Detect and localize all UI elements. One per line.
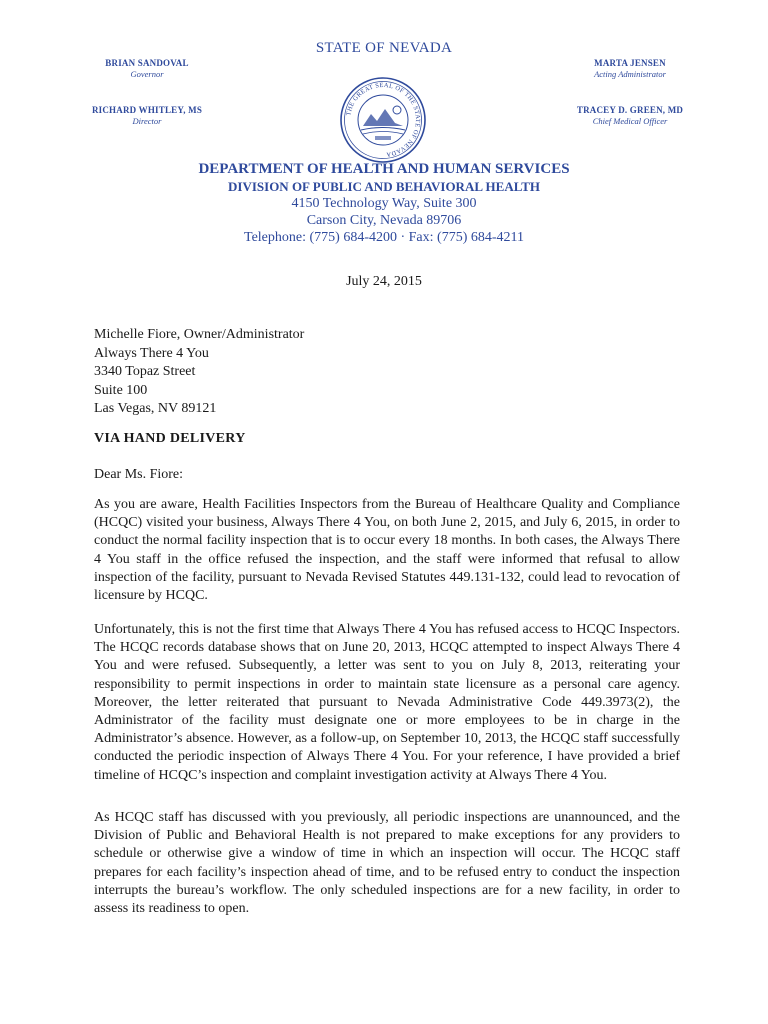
chief-medical-officer-block [555, 105, 705, 126]
director-block [72, 105, 222, 126]
recipient-line: 3340 Topaz Street [94, 364, 196, 379]
address-line-1: 4150 Technology Way, Suite 300 [291, 196, 477, 211]
seal-text: THE GREAT SEAL OF THE STATE OF NEVADA [345, 81, 422, 158]
chief-medical-officer-title: Chief Medical Officer [592, 116, 668, 126]
acting-administrator-name: MARTA JENSEN [594, 58, 666, 68]
director-title: Director [132, 116, 162, 126]
state-seal-icon [339, 76, 427, 164]
delivery-method: VIA HAND DELIVERY [94, 431, 246, 446]
body-paragraph-3: As HCQC staff has discussed with you previously, all periodic inspections are unannounced, and the Division of Public and Behavioral Health is not prepared to make exceptions for any providers to schedule or otherwise give a window of time in which an inspection will occur. The HCQC staff prepares for each facility’s inspection ahead of time, and to be refused entry to conduct the inspection interrupts the bureau’s workflow. The only scheduled inspections are for a new facility, in order to assess its readiness to open. [94, 810, 680, 917]
division-name: DIVISION OF PUBLIC AND BEHAVIORAL HEALTH [228, 179, 540, 194]
acting-administrator-title: Acting Administrator [594, 69, 666, 79]
phone-fax-line: Telephone: (775) 684-4200 · Fax: (775) 684-4211 [244, 230, 524, 245]
state-title: STATE OF NEVADA [315, 40, 453, 56]
acting-administrator-block [555, 58, 705, 79]
letter-date: July 24, 2015 [346, 274, 422, 289]
salutation: Dear Ms. Fiore: [94, 467, 184, 482]
director-name: RICHARD WHITLEY, MS [91, 105, 203, 115]
recipient-address [94, 326, 304, 419]
recipient-line: Always There 4 You [94, 345, 209, 361]
governor-block [72, 58, 222, 79]
governor-title: Governor [130, 69, 164, 79]
chief-medical-officer-name: TRACEY D. GREEN, MD [576, 105, 684, 115]
department-block [0, 161, 768, 246]
body-paragraph-2: Unfortunately, this is not the first time that Always There 4 You has refused access to HCQC Inspectors. The HCQC records database shows that on June 20, 2013, HCQC attempted to inspect Always There 4 You and were refused. Subsequently, a letter was sent to you on July 8, 2013, reiterating your responsibility to permit inspections in order to maintain state licensure as a personal care agency. Moreover, the letter reiterated that pursuant to Nevada Administrative Code 449.3973(2), the Administrator of the facility must designate one or more employees to be in charge in the Administrator’s absence. However, as a follow-up, on September 10, 2013, the HCQC staff successfully conducted the periodic inspection of Always There 4 You. For your reference, I have provided a brief timeline of HCQC’s inspection and complaint investigation activity at Always There 4 You. [94, 622, 680, 783]
recipient-line: Las Vegas, NV 89121 [94, 401, 217, 416]
department-name: DEPARTMENT OF HEALTH AND HUMAN SERVICES [198, 161, 570, 177]
governor-name: BRIAN SANDOVAL [105, 58, 189, 68]
recipient-line: Suite 100 [94, 382, 148, 398]
recipient-line: Michelle Fiore, Owner/Administrator [94, 327, 305, 342]
body-paragraph-1: As you are aware, Health Facilities Inspectors from the Bureau of Healthcare Quality and Compliance (HCQC) visited your business, Always There 4 You, on both June 2, 2015, and July 6, 2015, in order to conduct the normal facility inspection that is to occur every 18 months. In both cases, the Always There 4 You staff in the office refused the inspection, and the staff were informed that refusal to allow inspection of the facility, pursuant to Nevada Revised Statutes 449.131-132, could lead to revocation of licensure by HCQC. [94, 497, 680, 604]
address-line-2: Carson City, Nevada 89706 [306, 213, 462, 228]
